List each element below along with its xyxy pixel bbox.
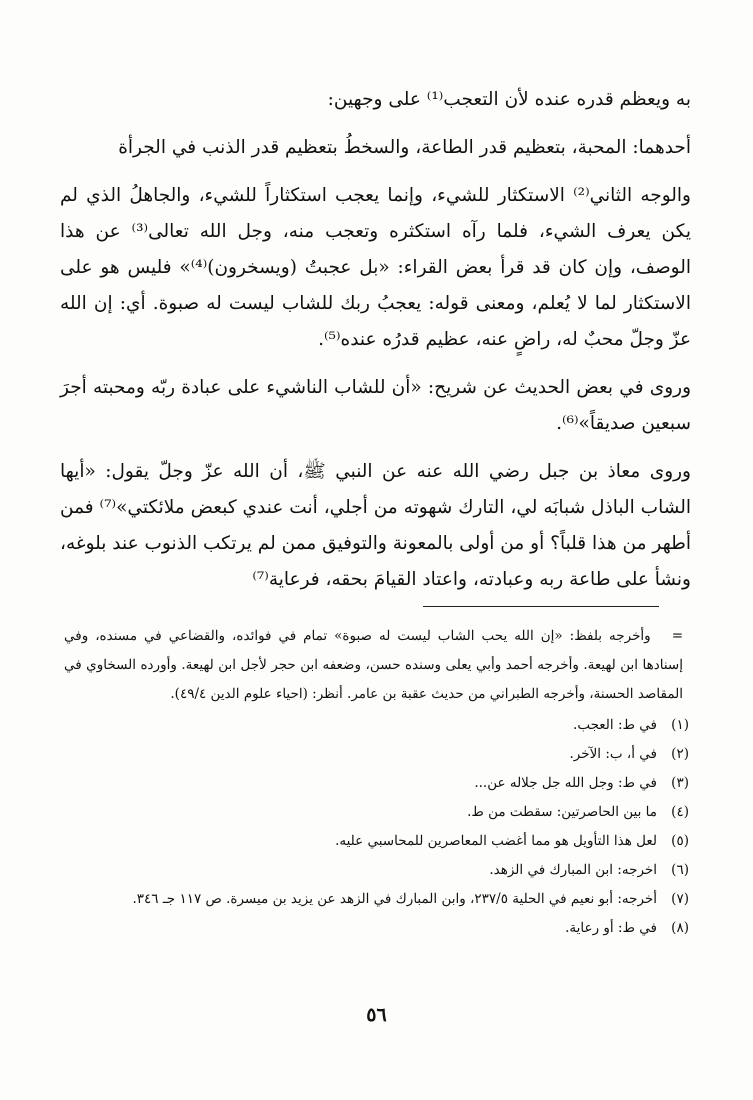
footnote-text: في ط: العجب.	[573, 717, 657, 733]
footnote-number: (٨)	[671, 920, 689, 936]
footnote-text: ما بين الحاصرتين: سقطت من ط.	[467, 804, 657, 820]
footnote-number: (٢)	[671, 746, 689, 762]
footnote-number: (١)	[671, 717, 689, 733]
footnote-number: (٥)	[671, 833, 689, 849]
footnote-item	[64, 798, 689, 827]
footnote-text: اخرجه: ابن المبارك في الزهد.	[489, 862, 657, 878]
footnote-divider	[423, 606, 659, 607]
paragraph: والوجه الثاني⁽²⁾ الاستكثار للشيء، وإنما يعجب استكثاراً للشيء، والجاهلُ الذي لم يكن يعرف الشيء، فلما رآه استكثره وتعجب منه، وجل الله تعالى⁽³⁾ عن هذا الوصف، وإن كان قد قرأ بعض القراء: «بل عجبتُ (ويسخرون)⁽⁴⁾» فليس هو على الاستكثار لما لا يُعلم، ومعنى قوله: يعجبُ ربك للشاب ليست له صبوة. أي: إن الله عزّ وجلّ محبٌ له، راضٍ عنه، عظيم قدرُه عنده⁽⁵⁾.	[60, 185, 691, 350]
paragraph: به ويعظم قدره عنده لأن التعجب⁽¹⁾ على وجهين:	[327, 89, 691, 110]
footnote-number: (٣)	[671, 775, 689, 791]
footnote-item	[64, 769, 689, 798]
continuation-marker: =	[671, 628, 683, 644]
footnote-number: (٤)	[671, 804, 689, 820]
footnote-continuation	[64, 622, 689, 709]
footnote-text: في ط: وجل الله جل جلاله عن...	[474, 775, 657, 791]
continuation-text: وأخرجه بلفظ: «إن الله يحب الشاب ليست له صبوة» تمام في فوائده، والقضاعي في مسنده، وفي إسنادها ابن لهيعة. وأخرجه أحمد وأبي يعلى وسنده حسن، وضعفه ابن حجر لأجل ابن لهيعة. وأورده السخاوي في المقاصد الحسنة، وأخرجه الطبراني من حديث عقبة بن عامر. أنظر: (احياء علوم الدين ٤٩/٤).	[64, 628, 683, 702]
footnote-item	[64, 856, 689, 885]
footnote-text: أخرجه: أبو نعيم في الحلية ٢٣٧/٥، وابن المبارك في الزهد عن يزيد بن ميسرة. ص ١١٧ جـ ٣٤٦.	[132, 891, 657, 907]
footnote-number: (٦)	[671, 862, 689, 878]
footnote-item	[64, 914, 689, 943]
page-number: ٥٦	[366, 1004, 387, 1026]
paragraph: وروى في بعض الحديث عن شريح: «أن للشاب الناشيء على عبادة ربّه ومحبته أجرَ سبعين صديقاً»⁽⁶⁾.	[60, 377, 691, 434]
footnote-item	[64, 885, 689, 914]
footnote-text: في أ، ب: الآخر.	[569, 746, 657, 762]
footnotes	[64, 622, 689, 943]
footnote-text: في ط: أو رعاية.	[565, 920, 657, 936]
main-text	[60, 82, 691, 610]
footnote-text: لعل هذا التأويل هو مما أغضب المعاصرين للمحاسبي عليه.	[335, 833, 657, 849]
footnote-number: (٧)	[671, 891, 689, 907]
paragraph: أحدهما: المحبة، بتعظيم قدر الطاعة، والسخطُ بتعظيم قدر الذنب في الجرأة	[118, 137, 691, 158]
paragraph: وروى معاذ بن جبل رضي الله عنه عن النبي ﷺ، أن الله عزّ وجلّ يقول: «أيها الشاب الباذل شبابَه لي، التارك شهوته من أجلي، أنت عندي كبعض ملائكتي»⁽⁷⁾ فمن أطهر من هذا قلباً؟ أو من أولى بالمعونة والتوفيق ممن لم يرتكب الذنوب عند بلوغه، ونشأ على طاعة ربه وعبادته، واعتاد القيامَ بحقه، فرعاية⁽⁷⁾	[60, 461, 691, 590]
footnote-item	[64, 827, 689, 856]
footnote-item	[64, 740, 689, 769]
footnote-item	[64, 711, 689, 740]
